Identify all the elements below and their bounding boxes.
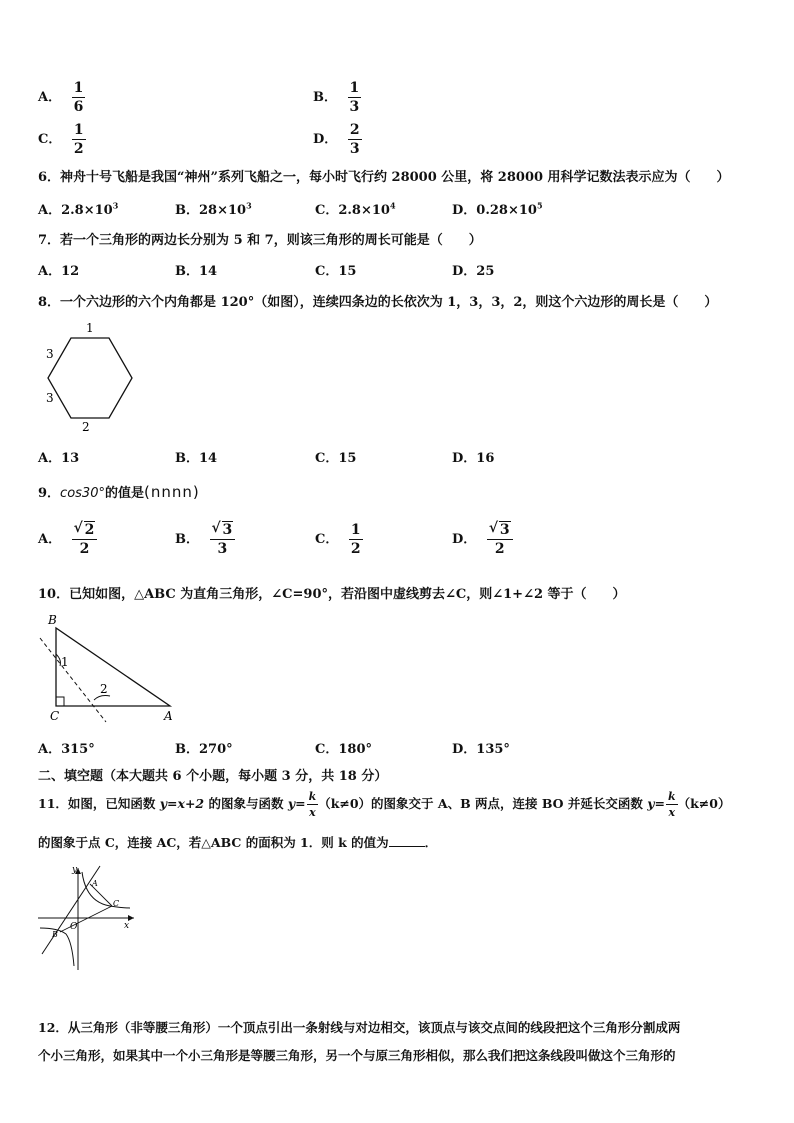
axis-label-y: y: [72, 865, 78, 875]
q7-stem: 7．若一个三角形的两边长分别为 5 和 7，则该三角形的周长可能是（ ）: [38, 233, 482, 248]
q7-option-c: C．15: [315, 264, 357, 279]
q9-option-c: C． $\frac{1}{2}$: [315, 522, 361, 557]
hexagon-label-upper-left: 3: [46, 347, 54, 361]
q8-option-b: B．14: [175, 451, 218, 466]
q6-option-a: A．$2.8\times 10^3$: [38, 200, 119, 218]
fraction: $\frac{2}{3}$: [349, 122, 360, 157]
fraction: $\frac{1}{2}$: [73, 122, 84, 157]
q9-option-a: A． √ 2 2: [38, 523, 97, 556]
q11-line2: 的图象于点 C，连接 AC，若△ABC 的面积为 1．则 k 的值为 ．: [38, 835, 438, 850]
q9-option-b: B． √ 3 3: [175, 523, 235, 556]
hexagon-label-top: 1: [86, 321, 94, 335]
q12-line1: 12．从三角形（非等腰三角形）一个顶点引出一条射线与对边相交，该顶点与该交点间的线段把这个三角形分割成两: [38, 1020, 681, 1035]
point-label-c: C: [113, 899, 120, 908]
hexagon-label-bottom: 2: [82, 420, 90, 434]
fraction: $\frac{1}{6}$: [73, 80, 84, 115]
q5-option-c: C． $\frac{1}{2}$: [38, 122, 84, 157]
q10-option-d: D．135°: [452, 742, 510, 757]
q11-line1: 11．如图，已知函数 y=x+2 的图象与函数 y= $\frac{k}{x}$ （k≠0）的图象交于 A、B 两点，连接 BO 并延长交函数 y= $\frac{k}{x}$ （k≠0）: [38, 790, 731, 819]
point-label-a: A: [92, 879, 98, 888]
q5-option-d: D． $\frac{2}{3}$: [313, 122, 360, 157]
q10-option-b: B．270°: [175, 742, 233, 757]
right-angle-mark: [56, 697, 64, 706]
q9-stem: 9．cos30°的值是(nnnn): [38, 483, 200, 501]
q6-stem: 6．神舟十号飞船是我国“神州”系列飞船之一，每小时飞行约 28000 公里，将 28000 用科学记数法表示应为（ ）: [38, 170, 730, 185]
q10-stem: 10．已知如图，△ABC 为直角三角形，∠C=90°，若沿图中虚线剪去∠C，则∠1+∠2 等于（ ）: [38, 587, 626, 602]
q7-option-a: A．12: [38, 264, 80, 279]
section-heading: 二、填空题（本大题共 6 个小题，每小题 3 分，共 18 分）: [38, 769, 388, 784]
angle2-arc: [94, 696, 110, 701]
angle-label-2: 2: [100, 682, 108, 696]
point-label-b: B: [52, 930, 58, 939]
q8-option-c: C．15: [315, 451, 357, 466]
q10-option-a: A．315°: [38, 742, 95, 757]
q9-option-d: D． √ 3 2: [452, 523, 513, 556]
q6-option-d: D．$0.28\times 10^5$: [452, 200, 543, 218]
q7-option-b: B．14: [175, 264, 218, 279]
hyperbola-branch-1: [82, 872, 130, 908]
q5-option-b: B． $\frac{1}{3}$: [313, 80, 360, 115]
hexagon-figure: [38, 318, 138, 436]
q6-option-b: B．$28\times 10^3$: [175, 200, 252, 218]
axis-label-x: x: [124, 921, 130, 931]
vertex-label-b: B: [48, 613, 57, 627]
hexagon-shape: [48, 338, 132, 418]
q7-option-d: D．25: [452, 264, 495, 279]
answer-blank: [389, 834, 425, 847]
vertex-label-a: A: [164, 709, 173, 723]
q6-option-c: C．$2.8\times 10^4$: [315, 200, 396, 218]
angle1-arc: [56, 654, 61, 666]
triangle-figure: [38, 610, 183, 725]
hexagon-label-lower-left: 3: [46, 391, 54, 405]
q8-stem: 8．一个六边形的六个内角都是 120°（如图），连续四条边的长依次为 1，3，3，2，则这个六边形的周长是（ ）: [38, 295, 718, 310]
triangle-shape: [56, 628, 170, 706]
q8-option-d: D．16: [452, 451, 495, 466]
angle-label-1: 1: [61, 655, 69, 669]
vertex-label-c: C: [50, 709, 60, 723]
line-bc: [60, 906, 112, 932]
q5-option-a: A． $\frac{1}{6}$: [38, 80, 84, 115]
origin-label: O: [70, 922, 78, 932]
hyperbola-figure: [38, 862, 138, 972]
q8-option-a: A．13: [38, 451, 80, 466]
fraction: $\frac{1}{3}$: [349, 80, 360, 115]
q10-option-c: C．180°: [315, 742, 372, 757]
q12-line2: 个小三角形，如果其中一个小三角形是等腰三角形，另一个与原三角形相似，那么我们把这条线段叫做这个三角形的: [38, 1048, 676, 1063]
